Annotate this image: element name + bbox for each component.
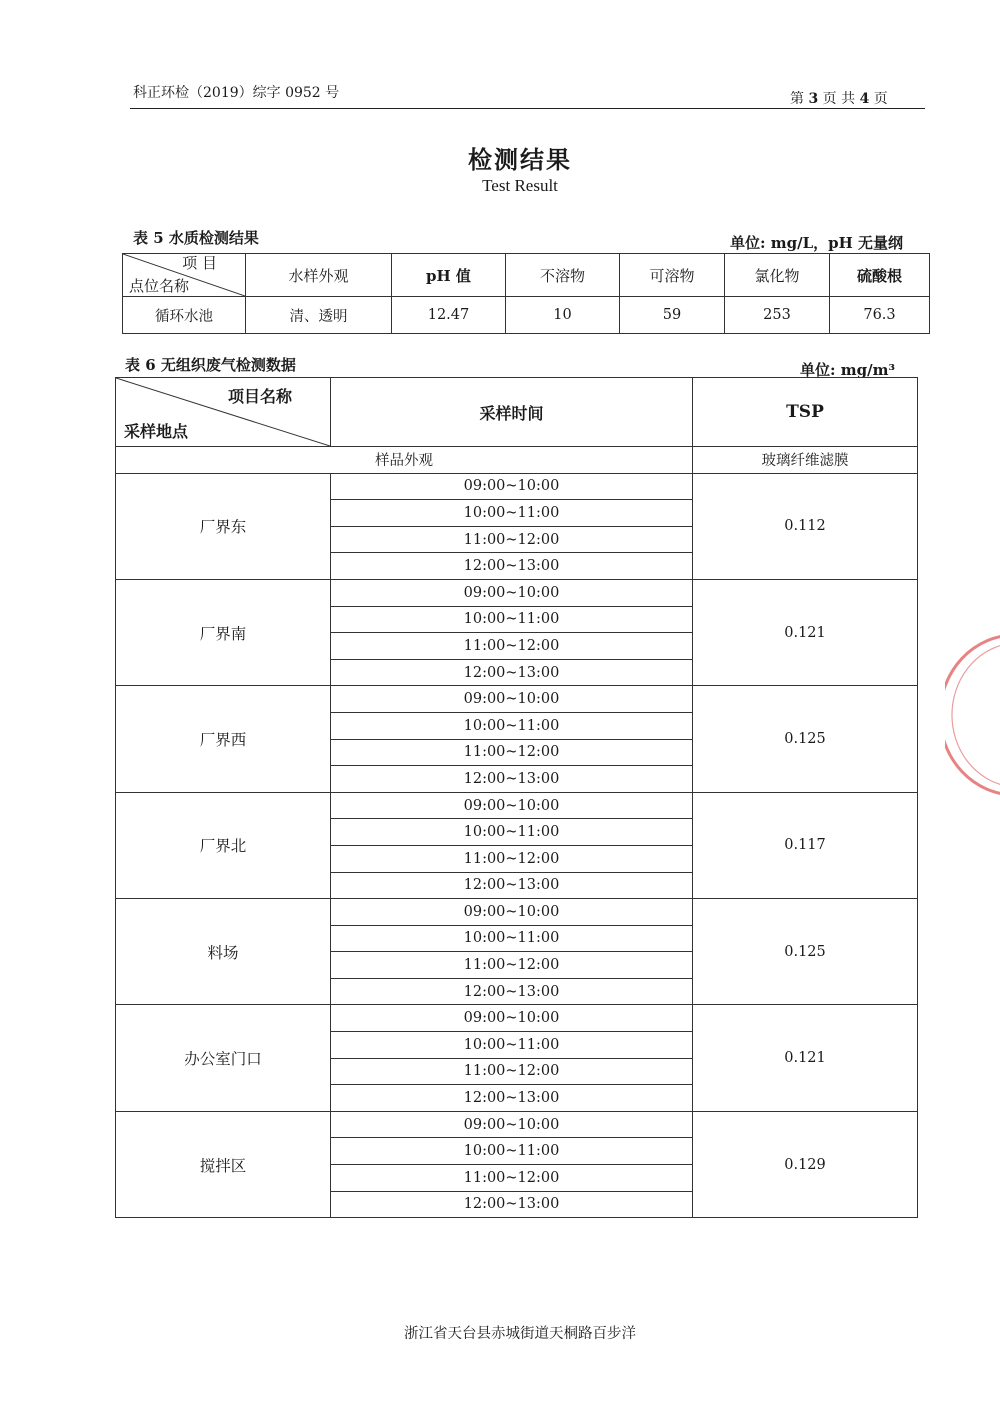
- sampling-time: 10:00~11:00: [331, 1138, 693, 1165]
- page-indicator: [790, 88, 888, 108]
- table5-soluble-value: 59: [620, 297, 725, 334]
- water-quality-table: [122, 253, 930, 334]
- sampling-time: 11:00~12:00: [331, 526, 693, 553]
- sampling-time: 09:00~10:00: [331, 1005, 693, 1032]
- table5-site-name: 循环水池: [123, 297, 246, 334]
- sampling-time: 12:00~13:00: [331, 659, 693, 686]
- table6-time-header: 采样时间: [331, 378, 693, 447]
- table5-ph-value: 12.47: [392, 297, 506, 334]
- page-subtitle: Test Result: [482, 176, 558, 195]
- table5-col-sulfate: 硫酸根: [830, 254, 930, 297]
- table-row: [116, 473, 918, 500]
- table5-col-insoluble: 不溶物: [506, 254, 620, 297]
- table5-appearance-value: 清、透明: [246, 297, 392, 334]
- table5-col-ph: pH 值: [392, 254, 506, 297]
- table6-appearance-label: 样品外观: [116, 447, 693, 474]
- page-label-mid: 页 共: [822, 91, 856, 107]
- table5-col-soluble: 可溶物: [620, 254, 725, 297]
- table5-corner-cell: [123, 254, 246, 297]
- sampling-time: 11:00~12:00: [331, 952, 693, 979]
- sampling-time: 10:00~11:00: [331, 925, 693, 952]
- fugitive-emission-table: [115, 377, 918, 1218]
- sampling-time: 09:00~10:00: [331, 579, 693, 606]
- table6-unit: 单位: mg/m³: [800, 361, 896, 379]
- page-label-prefix: 第: [790, 91, 804, 107]
- sampling-time: 10:00~11:00: [331, 712, 693, 739]
- table5-corner-bottom: 点位名称: [129, 277, 190, 295]
- table5-sulfate-value: 76.3: [830, 297, 930, 334]
- table5-unit: 单位: mg/L，pH 无量纲: [730, 234, 904, 252]
- table5-col-chloride: 氯化物: [725, 254, 830, 297]
- sampling-time: 09:00~10:00: [331, 899, 693, 926]
- sampling-time: 12:00~13:00: [331, 766, 693, 793]
- table6-appearance-value: 玻璃纤维滤膜: [693, 447, 918, 474]
- tsp-value: 0.121: [693, 1005, 918, 1111]
- page-total: 4: [859, 91, 870, 107]
- sampling-time: 12:00~13:00: [331, 872, 693, 899]
- sampling-time: 12:00~13:00: [331, 978, 693, 1005]
- sampling-time: 11:00~12:00: [331, 739, 693, 766]
- table6-corner-cell: [116, 378, 331, 447]
- table-row: [116, 686, 918, 713]
- table6-corner-top: 项目名称: [227, 387, 292, 406]
- sampling-time: 12:00~13:00: [331, 553, 693, 580]
- document-number: 科正环检（2019）综字 0952 号: [133, 85, 340, 101]
- tsp-value: 0.112: [693, 473, 918, 579]
- tsp-value: 0.129: [693, 1111, 918, 1217]
- table-row: [123, 297, 930, 334]
- site-name: 料场: [116, 899, 331, 1005]
- table5-corner-top: 项 目: [182, 254, 217, 272]
- sampling-time: 10:00~11:00: [331, 500, 693, 527]
- tsp-value: 0.121: [693, 579, 918, 685]
- table6-corner-bottom: 采样地点: [124, 422, 189, 441]
- sampling-time: 10:00~11:00: [331, 606, 693, 633]
- site-name: 厂界东: [116, 473, 331, 579]
- table6-caption: 表 6 无组织废气检测数据: [125, 356, 296, 374]
- table5-caption: 表 5 水质检测结果: [133, 229, 259, 247]
- table5-col-appearance: 水样外观: [246, 254, 392, 297]
- site-name: 厂界西: [116, 686, 331, 792]
- table-row: [116, 1005, 918, 1032]
- sampling-time: 09:00~10:00: [331, 792, 693, 819]
- site-name: 厂界南: [116, 579, 331, 685]
- sampling-time: 12:00~13:00: [331, 1085, 693, 1112]
- sampling-time: 11:00~12:00: [331, 633, 693, 660]
- page-title: 检测结果: [468, 145, 572, 174]
- sampling-time: 09:00~10:00: [331, 686, 693, 713]
- sampling-time: 10:00~11:00: [331, 1032, 693, 1059]
- table-row: [116, 792, 918, 819]
- page-current: 3: [808, 91, 819, 107]
- table6-tsp-header: TSP: [693, 378, 918, 447]
- header-rule: [130, 108, 925, 109]
- table6-header-row: [116, 378, 918, 447]
- sampling-time: 09:00~10:00: [331, 473, 693, 500]
- seal-stamp-icon: [945, 630, 1000, 800]
- table6-appearance-row: [116, 447, 918, 474]
- table5-insoluble-value: 10: [506, 297, 620, 334]
- site-name: 办公室门口: [116, 1005, 331, 1111]
- table-row: [116, 899, 918, 926]
- sampling-time: 11:00~12:00: [331, 1058, 693, 1085]
- sampling-time: 11:00~12:00: [331, 845, 693, 872]
- site-name: 厂界北: [116, 792, 331, 898]
- table-row: [116, 579, 918, 606]
- table-row: [116, 1111, 918, 1138]
- sampling-time: 10:00~11:00: [331, 819, 693, 846]
- site-name: 搅拌区: [116, 1111, 331, 1217]
- page-label-suffix: 页: [873, 91, 888, 107]
- sampling-time: 09:00~10:00: [331, 1111, 693, 1138]
- table5-header-row: [123, 254, 930, 297]
- sampling-time: 12:00~13:00: [331, 1191, 693, 1218]
- page-footer-address: 浙江省天台县赤城街道天桐路百步洋: [404, 1326, 636, 1342]
- tsp-value: 0.117: [693, 792, 918, 898]
- sampling-time: 11:00~12:00: [331, 1165, 693, 1192]
- tsp-value: 0.125: [693, 686, 918, 792]
- tsp-value: 0.125: [693, 899, 918, 1005]
- table5-chloride-value: 253: [725, 297, 830, 334]
